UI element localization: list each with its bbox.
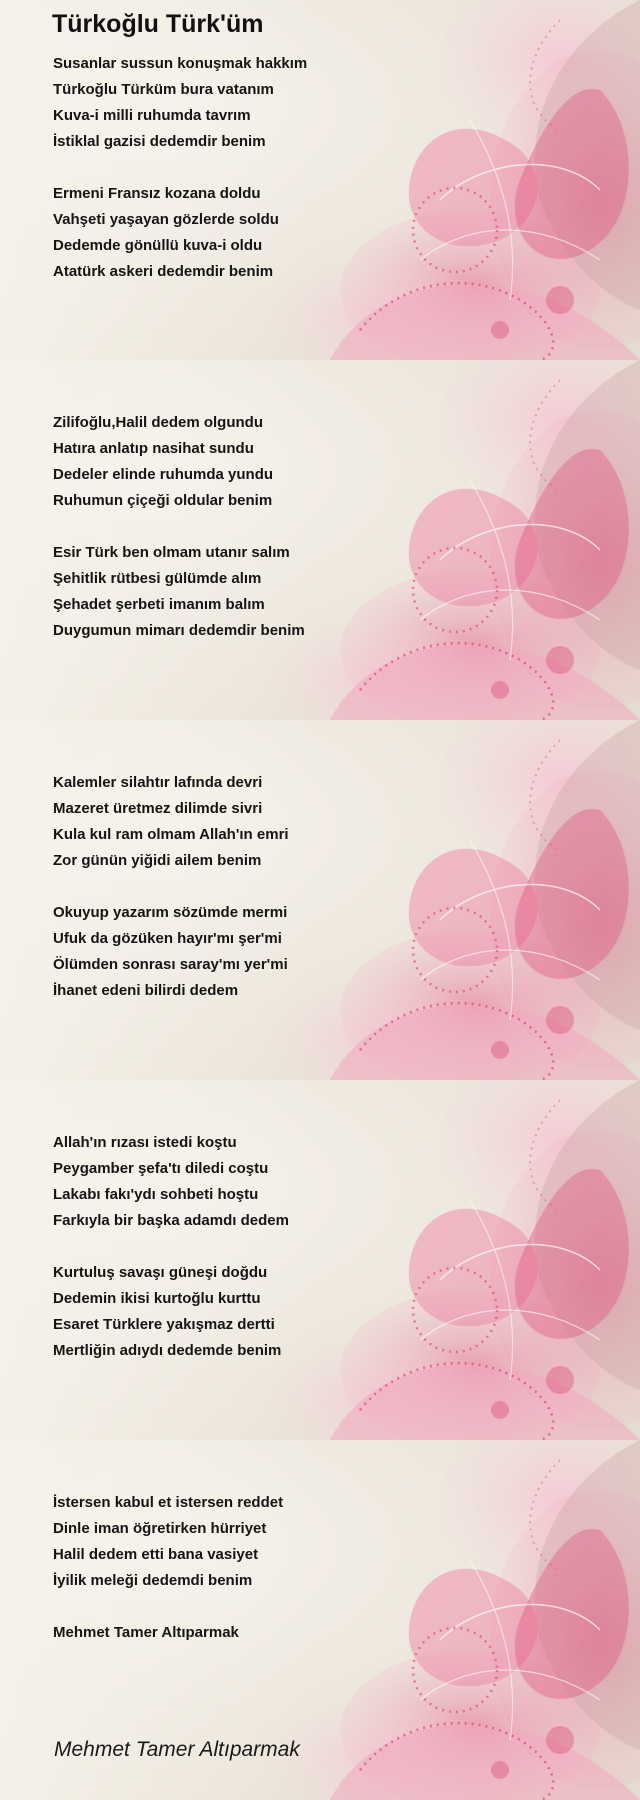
poem-line: Dedemin ikisi kurtoğlu kurttu [53, 1290, 261, 1307]
poem-line: Dedemde gönüllü kuva-i oldu [53, 237, 263, 254]
poem-line: Lakabı fakı'ydı sohbeti hoştu [53, 1186, 259, 1203]
poem-line: Esir Türk ben olmam utanır salım [53, 544, 290, 561]
poem-line: Atatürk askeri dedemdir benim [53, 263, 274, 280]
poem-line: Farkıyla bir başka adamdı dedem [53, 1212, 289, 1229]
signature: Mehmet Tamer Altıparmak [54, 1738, 300, 1761]
poem-line: Esaret Türklere yakışmaz dertti [53, 1316, 275, 1333]
poem-line: Kula kul ram olmam Allah'ın emri [53, 826, 289, 843]
poem-line: Şehitlik rütbesi gülümde alım [53, 570, 262, 587]
poem-line: Ruhumun çiçeği oldular benim [53, 492, 273, 509]
poem-line: Kurtuluş savaşı güneşi doğdu [53, 1264, 268, 1281]
stanza [53, 181, 613, 285]
poem-line: Ufuk da gözüken hayır'mı şer'mi [53, 930, 282, 947]
poem-title: Türkoğlu Türk'üm [52, 10, 264, 38]
poem-line: İyilik meleği dedemdi benim [53, 1572, 253, 1589]
poem-line: Ölümden sonrası saray'mı yer'mi [53, 956, 288, 973]
poem-line: İstersen kabul et istersen reddet [53, 1494, 284, 1511]
poem-line: Duygumun mimarı dedemdir benim [53, 622, 305, 639]
poem-line: Halil dedem etti bana vasiyet [53, 1546, 259, 1563]
stanza [53, 770, 613, 874]
stanza [53, 410, 613, 514]
poem-author-line: Mehmet Tamer Altıparmak [53, 1624, 239, 1641]
poem-line: Hatıra anlatıp nasihat sundu [53, 440, 254, 457]
poem-line: Susanlar sussun konuşmak hakkım [53, 55, 308, 72]
poem-line: Kalemler silahtır lafında devri [53, 774, 263, 791]
poem-line: Allah'ın rızası istedi koştu [53, 1134, 237, 1151]
poem-line: İhanet edeni bilirdi dedem [53, 982, 239, 999]
stanza [53, 1490, 613, 1594]
poem-line: Vahşeti yaşayan gözlerde soldu [53, 211, 279, 228]
poem-line: Mazeret üretmez dilimde sivri [53, 800, 263, 817]
poem-line: Kuva-i milli ruhumda tavrım [53, 107, 251, 124]
poem-line: Mertliğin adıydı dedemde benim [53, 1342, 282, 1359]
stanza [53, 51, 613, 155]
stanza [53, 1260, 613, 1364]
poem-line: Okuyup yazarım sözümde mermi [53, 904, 288, 921]
poem-line: Şehadet şerbeti imanım balım [53, 596, 265, 613]
stanza [53, 1130, 613, 1234]
poem-line: Dedeler elinde ruhumda yundu [53, 466, 274, 483]
stanza [53, 1620, 613, 1646]
poem-line: Peygamber şefa'tı diledi coştu [53, 1160, 269, 1177]
poem-line: Türkoğlu Türküm bura vatanım [53, 81, 274, 98]
poem-line: İstiklal gazisi dedemdir benim [53, 133, 266, 150]
stanza [53, 900, 613, 1004]
poem-line: Zor günün yiğidi ailem benim [53, 852, 262, 869]
poem-line: Ermeni Fransız kozana doldu [53, 185, 261, 202]
poem-line: Zilifoğlu,Halil dedem olgundu [53, 414, 263, 431]
stanza [53, 540, 613, 644]
poem-line: Dinle iman öğretirken hürriyet [53, 1520, 267, 1537]
